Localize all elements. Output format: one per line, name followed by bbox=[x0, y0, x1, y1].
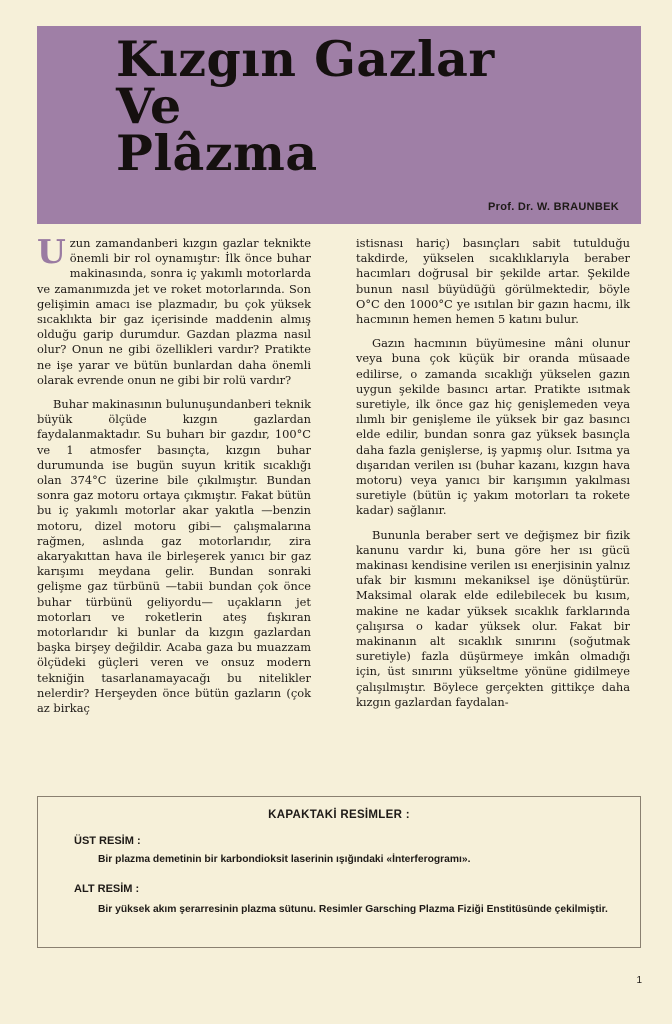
drop-cap: U bbox=[37, 232, 66, 271]
paragraph-physics-law: Bununla beraber sert ve değişmez bir fizik kanunu vardır ki, buna göre her ısı gücü makinası kendisine verilen ısı enerjisinin yalnız ufak bir kısmını mekaniksel işe dönüştürür. Maksimal olarak elde edilebilecek bu kısım, makine ne kadar yüksek sıcaklık farklarında çalışırsa o kadar yüksek olur. Fakat bir makinanın alt sıcaklık sınırını (soğutmak suretiyle) fazla düşürmeye imkân olmadığı için, üst sınırını yükseltme yönüne gidilmeye çalışılmıştır. Böylece gerçekten gittikçe daha kızgın gazlardan faydalan- bbox=[356, 527, 630, 709]
title-line-3: Plâzma bbox=[116, 124, 318, 182]
title-line-2: Ve bbox=[116, 77, 182, 135]
paragraph-steam: Buhar makinasının bulunuşundanberi teknik büyük ölçüde kızgın gazlardan faydalanmaktadır. Su buharı bir gazdır, 100°C ve 1 atmosfer basınçta, kızgın buhar durumunda ise bugün suyun kritik sıcaklığı olan 374°C üzerine bile çıkılmıştır. Bundan sonra gaz motoru ortaya çıkmıştır. Fakat bütün bu iç yakımlı motorlar akar yakıtla —benzin motoru, dizel motoru gibi— çalışmalarına rağmen, aslında gaz motorlarıdır, zira akaryakıttan hava ile birleşerek yanıcı bir gaz karışımı meydana gelir. Bundan sonraki gelişme gaz türbünü —tabii bundan çok önce buhar türbünü geliyordu— uçakların jet motorları ve roketlerin ateş fışkıran motorlarıdır ki bunlar da kızgın gazlardan başka birşey değildir. Acaba gaza bu muazzam ölçüdeki güçleri veren ve onsuz modern tekniğin tasarlanamayacağı bu nitelikler nelerdir? Herşeyden önce bütün gazların (çok az birkaç bbox=[37, 397, 311, 716]
title-banner bbox=[37, 26, 641, 224]
top-image-label: ÜST RESİM : bbox=[74, 835, 141, 847]
cover-box-heading: KAPAKTAKİ RESİMLER : bbox=[268, 809, 410, 821]
bottom-image-caption: Bir yüksek akım şerarresinin plazma sütunu. Resimler Garsching Plazma Fiziği Enstitüsünde çekilmiştir. bbox=[98, 904, 608, 915]
top-image-caption: Bir plazma demetinin bir karbondioksit laserinin ışığındaki «İnterferogramı». bbox=[98, 854, 471, 865]
author-byline: Prof. Dr. W. BRAUNBEK bbox=[488, 201, 619, 213]
left-column bbox=[37, 232, 311, 716]
paragraph-volume: istisnası hariç) basınçları sabit tutulduğu takdirde, yükselen sıcaklıklarıyla beraber hacımları doğrusal bir şekilde artar. Şekilde bunun nasıl büyüdüğü görülmektedir, böyle O°C den 1000°C ye ısıtılan bir gazın hacmı, ilk hacmının hemen hemen 5 katını bulur. bbox=[356, 236, 630, 327]
article-title bbox=[116, 30, 495, 182]
title-line-1: Kızgın Gazlar bbox=[116, 30, 495, 88]
paragraph-intro bbox=[37, 232, 311, 388]
paragraph-pressure: Gazın hacmının büyümesine mâni olunur veya buna çok küçük bir oranda müsaade edilirse, o zamanda sıcaklığı yükselen gazın uygun şekilde basıncı artar. Pratikte ısıtmak suretiyle, ilk önce gaz hiç genişlemeden veya ılımlı bir genişleme ile yüksek bir gaz basıncı elde edilir, bundan sonra gaz yüksek basınçla daha fazla genişlerse, iş yapmış olur. Isıtma ya dışarıdan verilen ısı (buhar kazanı, kızgın hava motoru) veya yanıcı bir karışımın yakılması suretiyle (bütün iç yakım motorları ta rokete kadar) sağlanır. bbox=[356, 336, 630, 518]
bottom-image-label: ALT RESİM : bbox=[74, 883, 140, 895]
cover-images-box bbox=[37, 796, 641, 948]
paragraph-intro-text: zun zamandanberi kızgın gazlar teknikte önemli bir rol oynamıştır: İlk önce buhar makinasında, sonra iç yakımlı motorlarda ve zamanımızda jet ve roket motorlarında. Son gelişimin amacı ise plazmadır, bu çok yüksek sıcaklıkta bir gaz içerisinde maddenin almış olduğu garip durumdur. Gazdan plazma nasıl olur? Onun ne gibi özellikleri vardır? Pratikte ne işe yarar ve bütün bunlardan daha önemli olarak evrende onun ne gibi bir rolü vardır? bbox=[37, 236, 311, 387]
right-column bbox=[356, 236, 630, 710]
page-number: 1 bbox=[636, 975, 642, 986]
